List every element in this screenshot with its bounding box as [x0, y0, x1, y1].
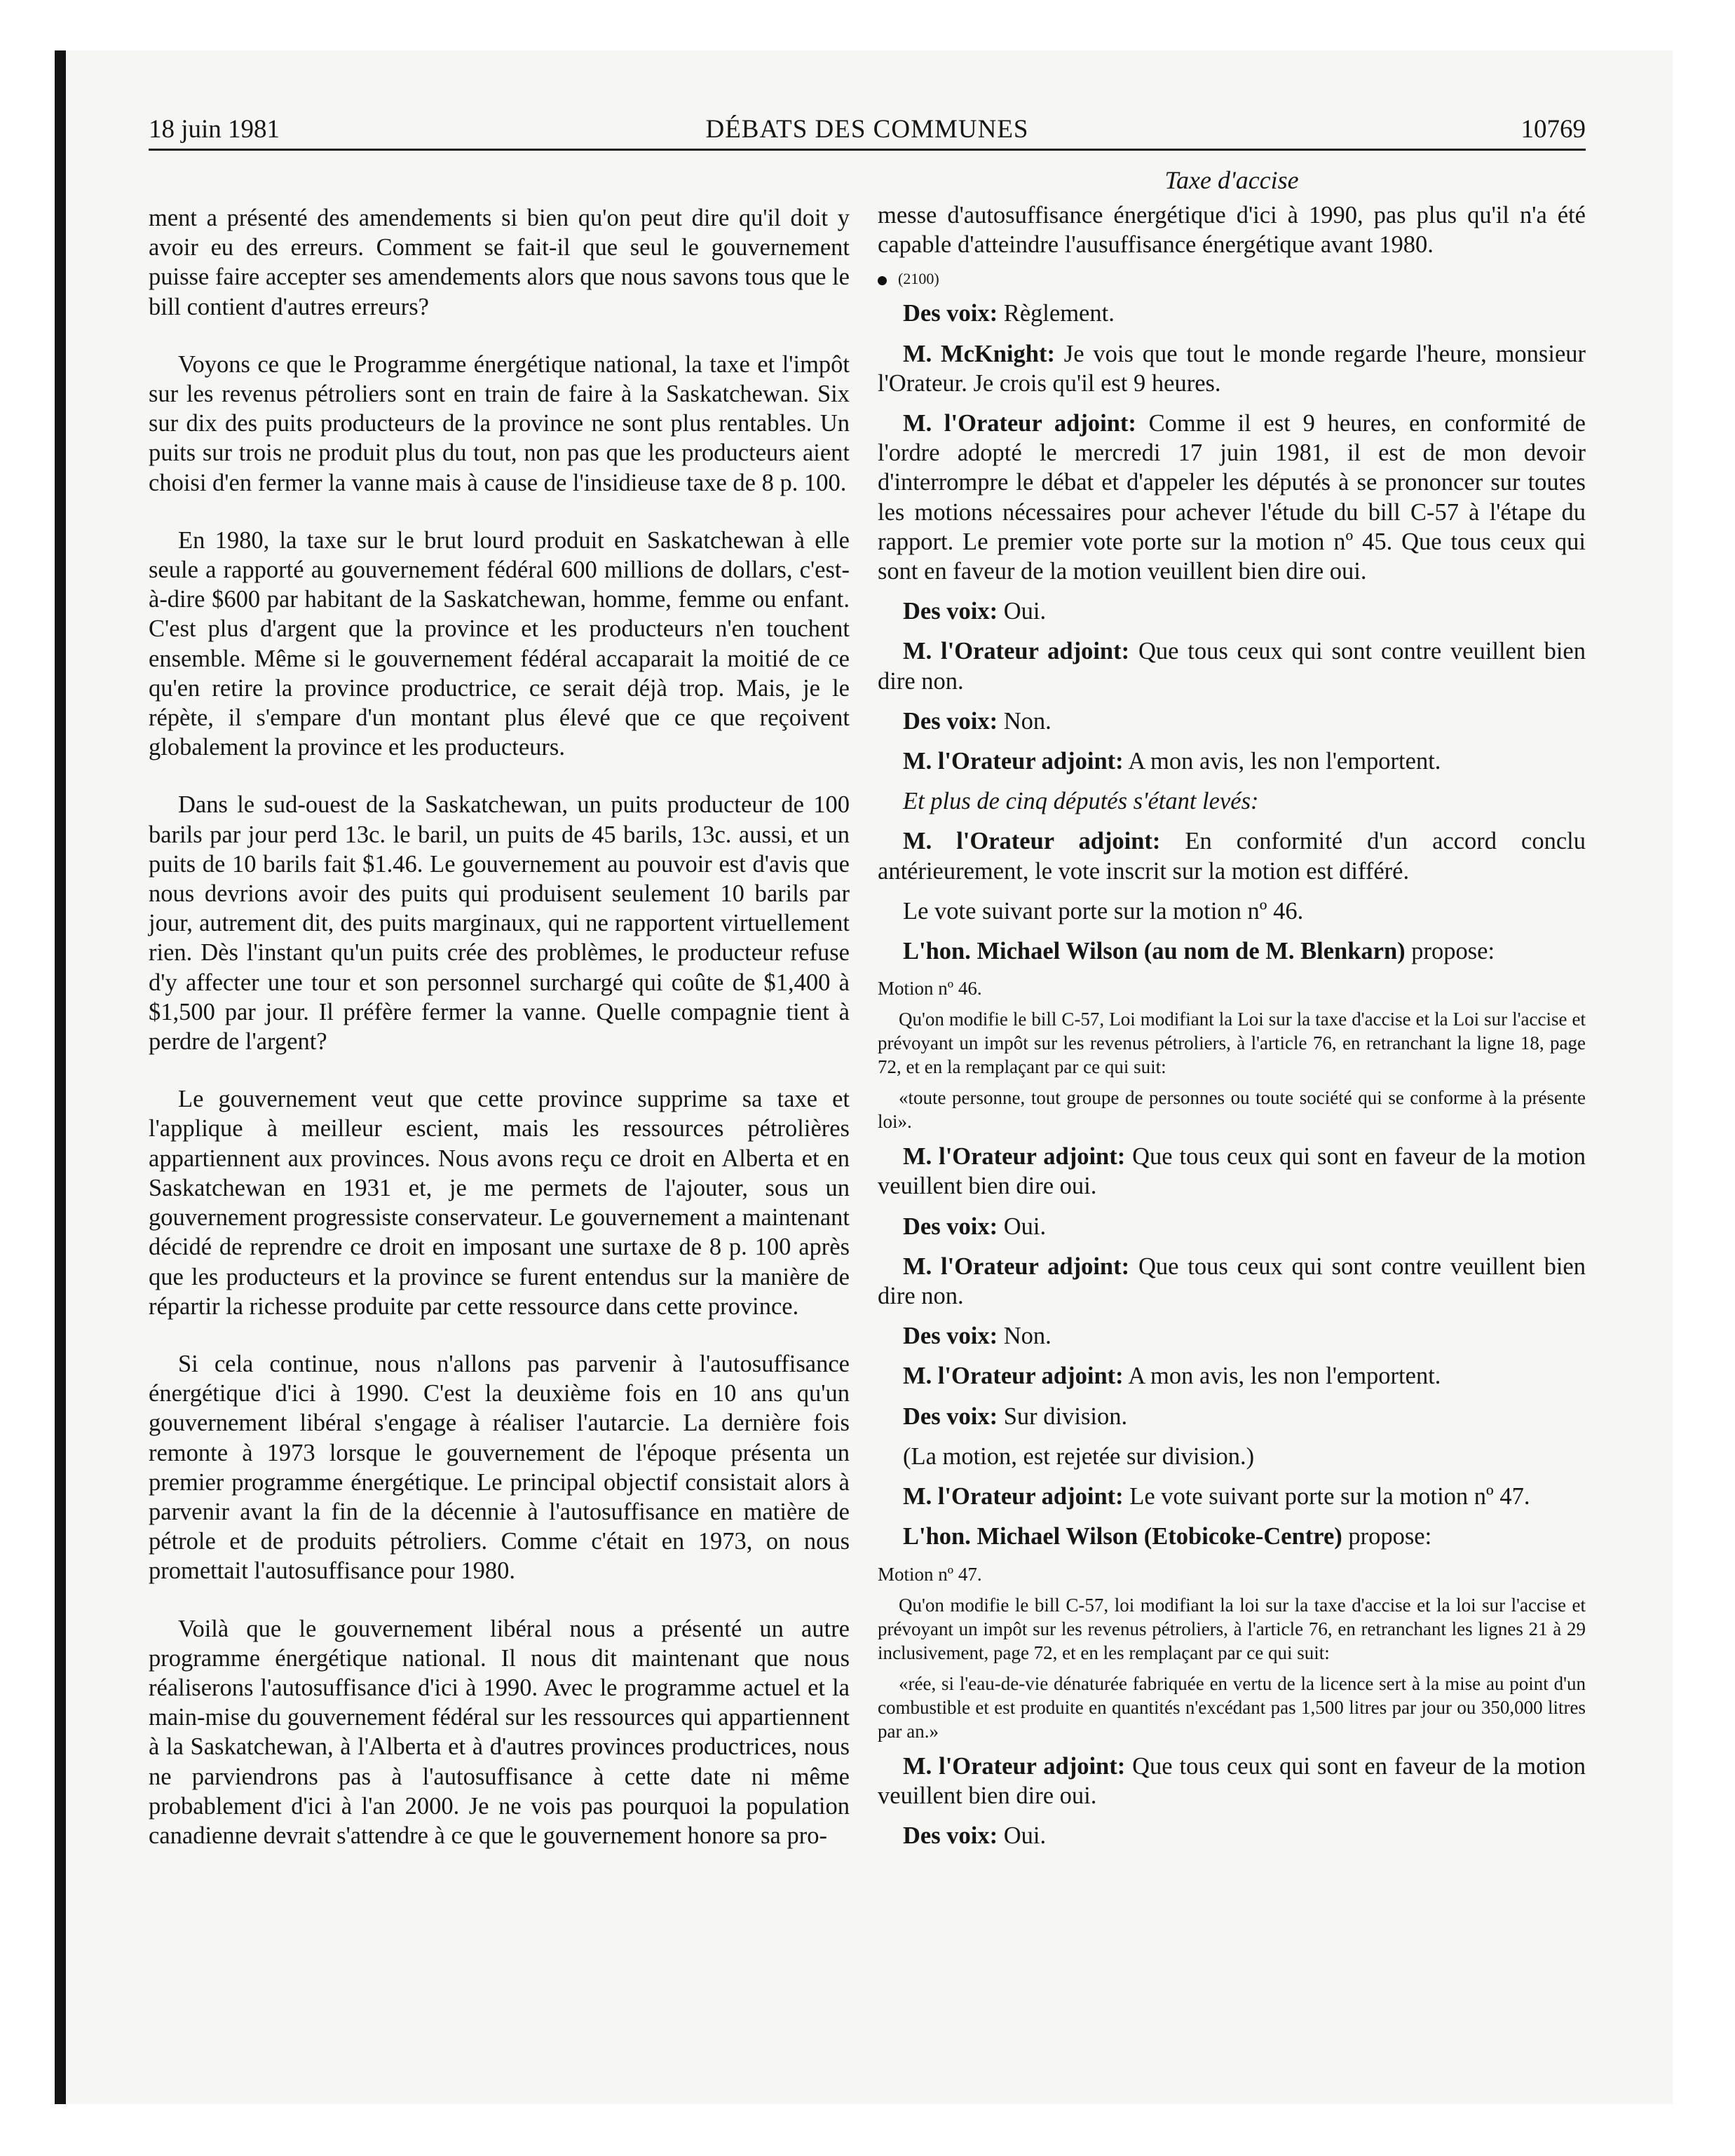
- speech: [878, 339, 1586, 398]
- speech-text: Que tous ceux qui sont contre veuillent bien dire non.: [878, 1253, 1586, 1310]
- section-title: Taxe d'accise: [1164, 166, 1299, 194]
- speech-text: Oui.: [1003, 1822, 1047, 1849]
- paragraph: Voyons ce que le Programme énergétique national, la taxe et l'impôt sur les revenus pétroliers sont en train de faire à la Saskatchewan. Six sur dix des puits producteurs de la province ne sont plus rentables. Un puits sur trois ne produit plus du tout, non pas que les producteurs aient choisi d'en fermer la vanne mais à cause de l'insidieuse taxe de 8 p. 100.: [149, 350, 850, 496]
- speaker-name: M. l'Orateur adjoint:: [903, 748, 1124, 775]
- speech: [878, 1252, 1586, 1311]
- speech-text: Que tous ceux qui sont contre veuillent bien dire non.: [878, 638, 1586, 695]
- speech-text: propose:: [1411, 938, 1495, 965]
- paragraph: Le gouvernement veut que cette province supprime sa taxe et l'applique à meilleur escient, mais les ressources pétrolières appartiennent aux provinces. Nous avons reçu ce droit en Alberta et en Saskatchewan en 1931 et, je me permets de l'ajouter, sous un gouvernement progressiste conservateur. Le gouvernement a maintenant décidé de reprendre ce droit en imposant une surtaxe de 8 p. 100 après que les producteurs et la province se furent entendus sur la manière de répartir la richesse produite par cette ressource dans cette province.: [149, 1086, 850, 1320]
- speaker-name: Des voix:: [903, 300, 998, 327]
- continued-paragraph: messe d'autosuffisance énergétique d'ici à 1990, pas plus qu'il n'a été capable d'atteindre l'ausuffisance énergétique avant 1980.: [878, 202, 1586, 259]
- speech-text: Le vote suivant porte sur la motion nº 47.: [1129, 1483, 1530, 1510]
- speech: [878, 707, 1586, 736]
- speaker-name: Des voix:: [903, 707, 998, 735]
- speech: [878, 1482, 1586, 1511]
- motion-label: Motion nº 47.: [878, 1563, 982, 1585]
- speaker-name: M. l'Orateur adjoint:: [903, 828, 1161, 855]
- speech-text: Que tous ceux qui sont en faveur de la motion veuillent bien dire oui.: [878, 1752, 1586, 1809]
- speech: [878, 1752, 1586, 1810]
- speech-text: Non.: [1003, 707, 1052, 735]
- paragraph: Si cela continue, nous n'allons pas parvenir à l'autosuffisance énergétique d'ici à 1990. C'est la deuxième fois en 10 ans qu'un gouvernement libéral s'engage à réaliser l'autarcie. La dernière fois remonte à 1973 lorsque le gouvernement de l'époque présenta un premier programme énergétique. Le principal objectif consistait alors à parvenir avant la fin de la décennie à l'autosuffisance en matière de pétrole et de produits pétroliers. Comme c'était en 1973, on nous promettait l'autosuffisance pour 1980.: [149, 1350, 850, 1585]
- speech-text: Oui.: [1003, 1213, 1047, 1240]
- paragraph: En 1980, la taxe sur le brut lourd produit en Saskatchewan à elle seule a rapporté au gouvernement fédéral 600 millions de dollars, c'est-à-dire $600 par habitant de la Saskatchewan, homme, femme ou enfant. C'est plus d'argent que la province et les producteurs n'en touchent ensemble. Même si le gouvernement fédéral accaparait la moitié de ce qu'en retire la province productrice, ce serait déjà trop. Mais, je le répète, il s'empare d'un montant plus élevé que ce que reçoivent globalement la province et les producteurs.: [149, 526, 850, 761]
- speaker-name: Des voix:: [903, 1213, 998, 1240]
- timestamp-text: (2100): [898, 270, 939, 288]
- paragraph: ment a présenté des amendements si bien qu'on peut dire qu'il doit y avoir eu des erreurs. Comment se fait-il que seul le gouvernement puisse faire accepter ses amendements alors que nous savons tous que le bill contient d'autres erreurs?: [149, 205, 850, 320]
- speaker-name: M. l'Orateur adjoint:: [903, 1143, 1126, 1171]
- speech: [878, 1361, 1586, 1391]
- speech-text: En conformité d'un accord conclu antérieurement, le vote inscrit sur la motion est différé.: [878, 828, 1586, 885]
- bullet-icon: [878, 276, 887, 285]
- header-page-number: 10769: [1520, 115, 1586, 144]
- speech-text: Oui.: [1003, 598, 1047, 625]
- speech: [878, 299, 1586, 328]
- speaker-name: M. l'Orateur adjoint:: [903, 1483, 1124, 1510]
- speech: [878, 1402, 1586, 1431]
- speaker-name: Des voix:: [903, 1323, 998, 1350]
- speech: [878, 596, 1586, 626]
- speech: [878, 1212, 1586, 1241]
- left-column: [149, 203, 850, 1878]
- speech: [878, 1821, 1586, 1850]
- speech-text: A mon avis, les non l'emportent.: [1128, 748, 1441, 775]
- motion-text: Qu'on modifie le bill C-57, Loi modifiant la Loi sur la taxe d'accise et la Loi sur l'accise et prévoyant un impôt sur les revenus pétroliers, à l'article 76, en retranchant la ligne 18, page 72, et en la remplaçant par ce qui suit:: [878, 1009, 1586, 1078]
- motion-text: Qu'on modifie le bill C-57, loi modifiant la loi sur la taxe d'accise et la loi sur l'accise et prévoyant un impôt sur les revenus pétroliers, à l'article 76, en retranchant les lignes 21 à 29 inclusivement, page 72, et en les remplaçant par ce qui suit:: [878, 1594, 1586, 1663]
- speaker-name: M. l'Orateur adjoint:: [903, 1253, 1130, 1280]
- speech-text: Sur division.: [1003, 1403, 1128, 1430]
- paragraph: Dans le sud-ouest de la Saskatchewan, un puits producteur de 100 barils par jour perd 13c. le baril, un puits de 45 barils, 13c. aussi, et un puits de 10 barils fait $1.46. Le gouvernement au pouvoir est d'avis que nous devrions avoir des puits qui produisent seulement 10 barils par jour, autrement dit, des puits marginaux, qui ne rapportent virtuellement rien. Dès l'instant qu'un puits crée des problèmes, le producteur refuse d'y affecter une tour et son personnel surchargé qui coûte de $1,400 à $1,500 par jour. Il préfère fermer la vanne. Quelle compagnie tient à perdre de l'argent?: [149, 791, 850, 1056]
- speaker-name: L'hon. Michael Wilson (Etobicoke-Centre): [903, 1523, 1342, 1550]
- speaker-name: Des voix:: [903, 1403, 998, 1430]
- speech-text: Règlement.: [1003, 300, 1115, 327]
- speaker-name: M. l'Orateur adjoint:: [903, 1363, 1124, 1390]
- speech-text: Que tous ceux qui sont en faveur de la motion veuillent bien dire oui.: [878, 1143, 1586, 1200]
- speech-text: Je vois que tout le monde regarde l'heure, monsieur l'Orateur. Je crois qu'il est 9 heures.: [878, 340, 1586, 397]
- proposer: [878, 936, 1586, 966]
- vote-announcement: Le vote suivant porte sur la motion nº 46.: [903, 897, 1304, 925]
- speech: [878, 1321, 1586, 1351]
- speech-text: propose:: [1348, 1523, 1432, 1550]
- speaker-name: M. l'Orateur adjoint:: [903, 638, 1130, 665]
- speaker-name: L'hon. Michael Wilson (au nom de M. Blenkarn): [903, 938, 1406, 965]
- speaker-name: Des voix:: [903, 598, 998, 625]
- speech-text: Comme il est 9 heures, en conformité de l'ordre adopté le mercredi 17 juin 1981, il est de mon devoir d'interrompre le débat et d'appeler les députés à se prononcer sur toutes les motions nécessaires pour achever l'étude du bill C-57 à l'étape du rapport. Le premier vote porte sur la motion nº 45. Que tous ceux qui sont en faveur de la motion veuillent bien dire oui.: [878, 410, 1586, 585]
- proposer: [878, 1522, 1586, 1551]
- motion-quote: «rée, si l'eau-de-vie dénaturée fabriquée en vertu de la licence sert à la mise au point d'un combustible et est produite en quantités n'excédant pas 1,500 litres par jour ou 350,000 litres par an.»: [878, 1672, 1586, 1742]
- speech: [878, 636, 1586, 695]
- page-header: [149, 107, 1586, 151]
- speech-text: A mon avis, les non l'emportent.: [1128, 1363, 1441, 1390]
- speech: [878, 409, 1586, 586]
- header-title: DÉBATS DES COMMUNES: [705, 115, 1029, 144]
- timestamp: [878, 269, 1586, 289]
- speech: [878, 746, 1586, 776]
- speaker-name: M. l'Orateur adjoint:: [903, 1752, 1126, 1780]
- stage-direction: Et plus de cinq députés s'étant levés:: [903, 788, 1259, 815]
- speaker-name: Des voix:: [903, 1822, 998, 1849]
- speech-text: Non.: [1003, 1323, 1052, 1350]
- speaker-name: M. McKnight:: [903, 340, 1055, 367]
- speaker-name: M. l'Orateur adjoint:: [903, 410, 1136, 437]
- scan-edge-bar: [55, 50, 66, 2104]
- motion-result: (La motion, est rejetée sur division.): [903, 1442, 1255, 1470]
- speech: [878, 826, 1586, 885]
- header-date: 18 juin 1981: [149, 115, 280, 144]
- speech: [878, 1142, 1586, 1201]
- paragraph: Voilà que le gouvernement libéral nous a présenté un autre programme énergétique national. Il nous dit maintenant que nous réaliserons l'autosuffisance d'ici à 1990. Avec le programme actuel et la main-mise du gouvernement fédéral sur les ressources qui appartiennent à la Saskatchewan, à l'Alberta et à d'autres provinces productrices, nous ne parviendrons pas à l'autosuffisance à cette date ni même probablement d'ici à l'an 2000. Je ne vois pas pourquoi la population canadienne devrait s'attendre à ce que le gouvernement honore sa pro-: [149, 1615, 850, 1849]
- motion-quote: «toute personne, tout groupe de personnes ou toute société qui se conforme à la présente loi».: [878, 1087, 1586, 1133]
- motion-label: Motion nº 46.: [878, 978, 982, 999]
- right-column: [878, 200, 1586, 1861]
